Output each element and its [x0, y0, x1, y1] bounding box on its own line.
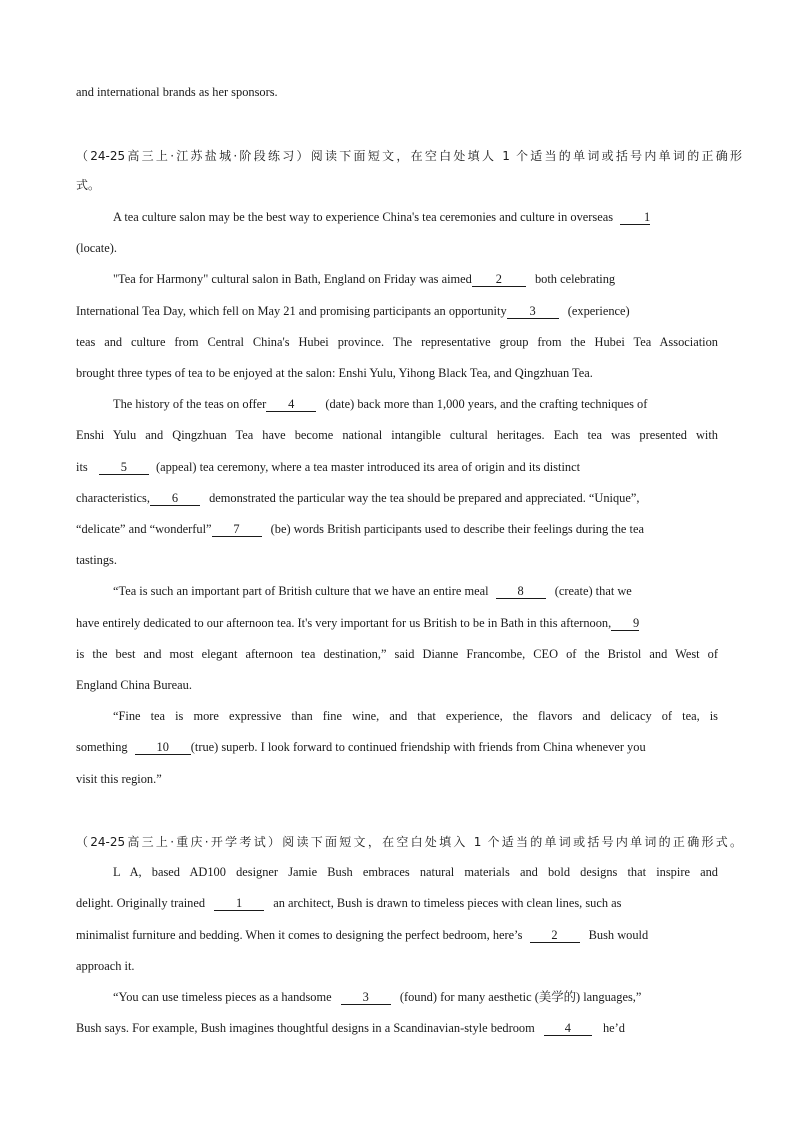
text: (be) words British participants used to describe their feelings during the tea: [270, 522, 644, 536]
q2-p1-line2: [76, 895, 622, 911]
p4-line1: [113, 583, 632, 599]
q2-blank-3[interactable]: 3: [341, 990, 391, 1005]
p3-line2: Enshi Yulu and Qingzhuan Tea have become national intangible cultural heritages. Each tea was presented with: [76, 428, 718, 442]
p3-line3: [76, 459, 580, 475]
blank-3[interactable]: 3: [507, 304, 559, 319]
text: he’d: [602, 1021, 625, 1035]
blank-7[interactable]: 7: [212, 522, 262, 537]
text: “Tea is such an important part of British culture that we have an entire meal: [113, 584, 489, 598]
passage1-header-cont: 式。: [76, 178, 101, 192]
text: an architect, Bush is drawn to timeless pieces with clean lines, such as: [273, 896, 622, 910]
p3-line5: [76, 521, 644, 537]
text: demonstrated the particular way the tea should be prepared and appreciated. “Unique”,: [209, 491, 640, 505]
text: delight. Originally trained: [76, 896, 206, 910]
blank-2[interactable]: 2: [472, 272, 526, 287]
q2-p2-line1: [113, 989, 641, 1005]
p2-line1: [113, 271, 615, 287]
p5-line2: [76, 739, 646, 755]
q2-blank-1[interactable]: 1: [214, 896, 264, 911]
text: minimalist furniture and bedding. When it comes to designing the perfect bedroom, here’s: [76, 928, 523, 942]
text: have entirely dedicated to our afternoon tea. It's very important for us British to be in Bath in this afternoon,: [76, 616, 612, 630]
q2-blank-2[interactable]: 2: [530, 928, 580, 943]
p2-line3: teas and culture from Central China's Hubei province. The representative group from the Hubei Tea Association: [76, 335, 718, 349]
text: both celebrating: [534, 272, 616, 286]
p5-line3: visit this region.”: [76, 772, 162, 786]
text: "Tea for Harmony" cultural salon in Bath, England on Friday was aimed: [113, 272, 472, 286]
text: (experience): [567, 304, 630, 318]
text: (date) back more than 1,000 years, and the crafting techniques of: [325, 397, 648, 411]
p2-line4: brought three types of tea to be enjoyed at the salon: Enshi Yulu, Yihong Black Tea, and Qingzhuan Tea.: [76, 366, 593, 380]
q2-blank-4[interactable]: 4: [544, 1021, 592, 1036]
q2-p1-line3: [76, 927, 648, 943]
blank-10[interactable]: 10: [135, 740, 191, 755]
text: (appeal) tea ceremony, where a tea master introduced its area of origin and its distinct: [155, 460, 581, 474]
p4-line4: England China Bureau.: [76, 678, 192, 692]
q2-p1-line4: approach it.: [76, 959, 135, 973]
p4-line3: is the best and most elegant afternoon tea destination,” said Dianne Francombe, CEO of the Bristol and West of: [76, 647, 718, 661]
text: characteristics,: [76, 491, 150, 505]
blank-1[interactable]: 1: [620, 210, 650, 225]
text: (true) superb. I look forward to continued friendship with friends from China whenever you: [190, 740, 646, 754]
text: (found) for many aesthetic (美学的) languages,”: [399, 990, 642, 1004]
blank-8[interactable]: 8: [496, 584, 546, 599]
text: The history of the teas on offer: [113, 397, 267, 411]
text: A tea culture salon may be the best way to experience China's tea ceremonies and culture in overseas: [113, 210, 614, 224]
passage1-header: （24-25高三上·江苏盐城·阶段练习）阅读下面短文，在空白处填人 1 个适当的单词或括号内单词的正确形: [76, 149, 742, 163]
blank-9[interactable]: 9: [611, 616, 639, 631]
p2-line2: [76, 303, 630, 319]
text: International Tea Day, which fell on May 21 and promising participants an opportunity: [76, 304, 507, 318]
text: its: [76, 460, 88, 474]
p1-line1: [113, 209, 650, 225]
text: (create) that we: [554, 584, 632, 598]
q2-p2-line2: [76, 1020, 625, 1036]
p3-line6: tastings.: [76, 553, 117, 567]
q2-p1-line1: L A, based AD100 designer Jamie Bush embraces natural materials and bold designs that inspire and: [113, 865, 718, 879]
text: Bush says. For example, Bush imagines thoughtful designs in a Scandinavian-style bedroom: [76, 1021, 535, 1035]
p3-line1: [113, 396, 647, 412]
p5-line1: “Fine tea is more expressive than fine wine, and that experience, the flavors and delicacy of tea, is: [113, 709, 718, 723]
text: “delicate” and “wonderful”: [76, 522, 212, 536]
p4-line2: [76, 615, 639, 631]
p1-line2: (locate).: [76, 241, 117, 255]
passage2-header: （24-25高三上·重庆·开学考试）阅读下面短文，在空白处填入 1 个适当的单词或括号内单词的正确形式。: [76, 835, 742, 849]
p3-line4: [76, 490, 639, 506]
continuation-line: and international brands as her sponsors.: [76, 85, 278, 99]
blank-6[interactable]: 6: [150, 491, 200, 506]
blank-5[interactable]: 5: [99, 460, 149, 475]
text: something: [76, 740, 128, 754]
text: “You can use timeless pieces as a handsome: [113, 990, 332, 1004]
text: Bush would: [588, 928, 649, 942]
blank-4[interactable]: 4: [266, 397, 316, 412]
